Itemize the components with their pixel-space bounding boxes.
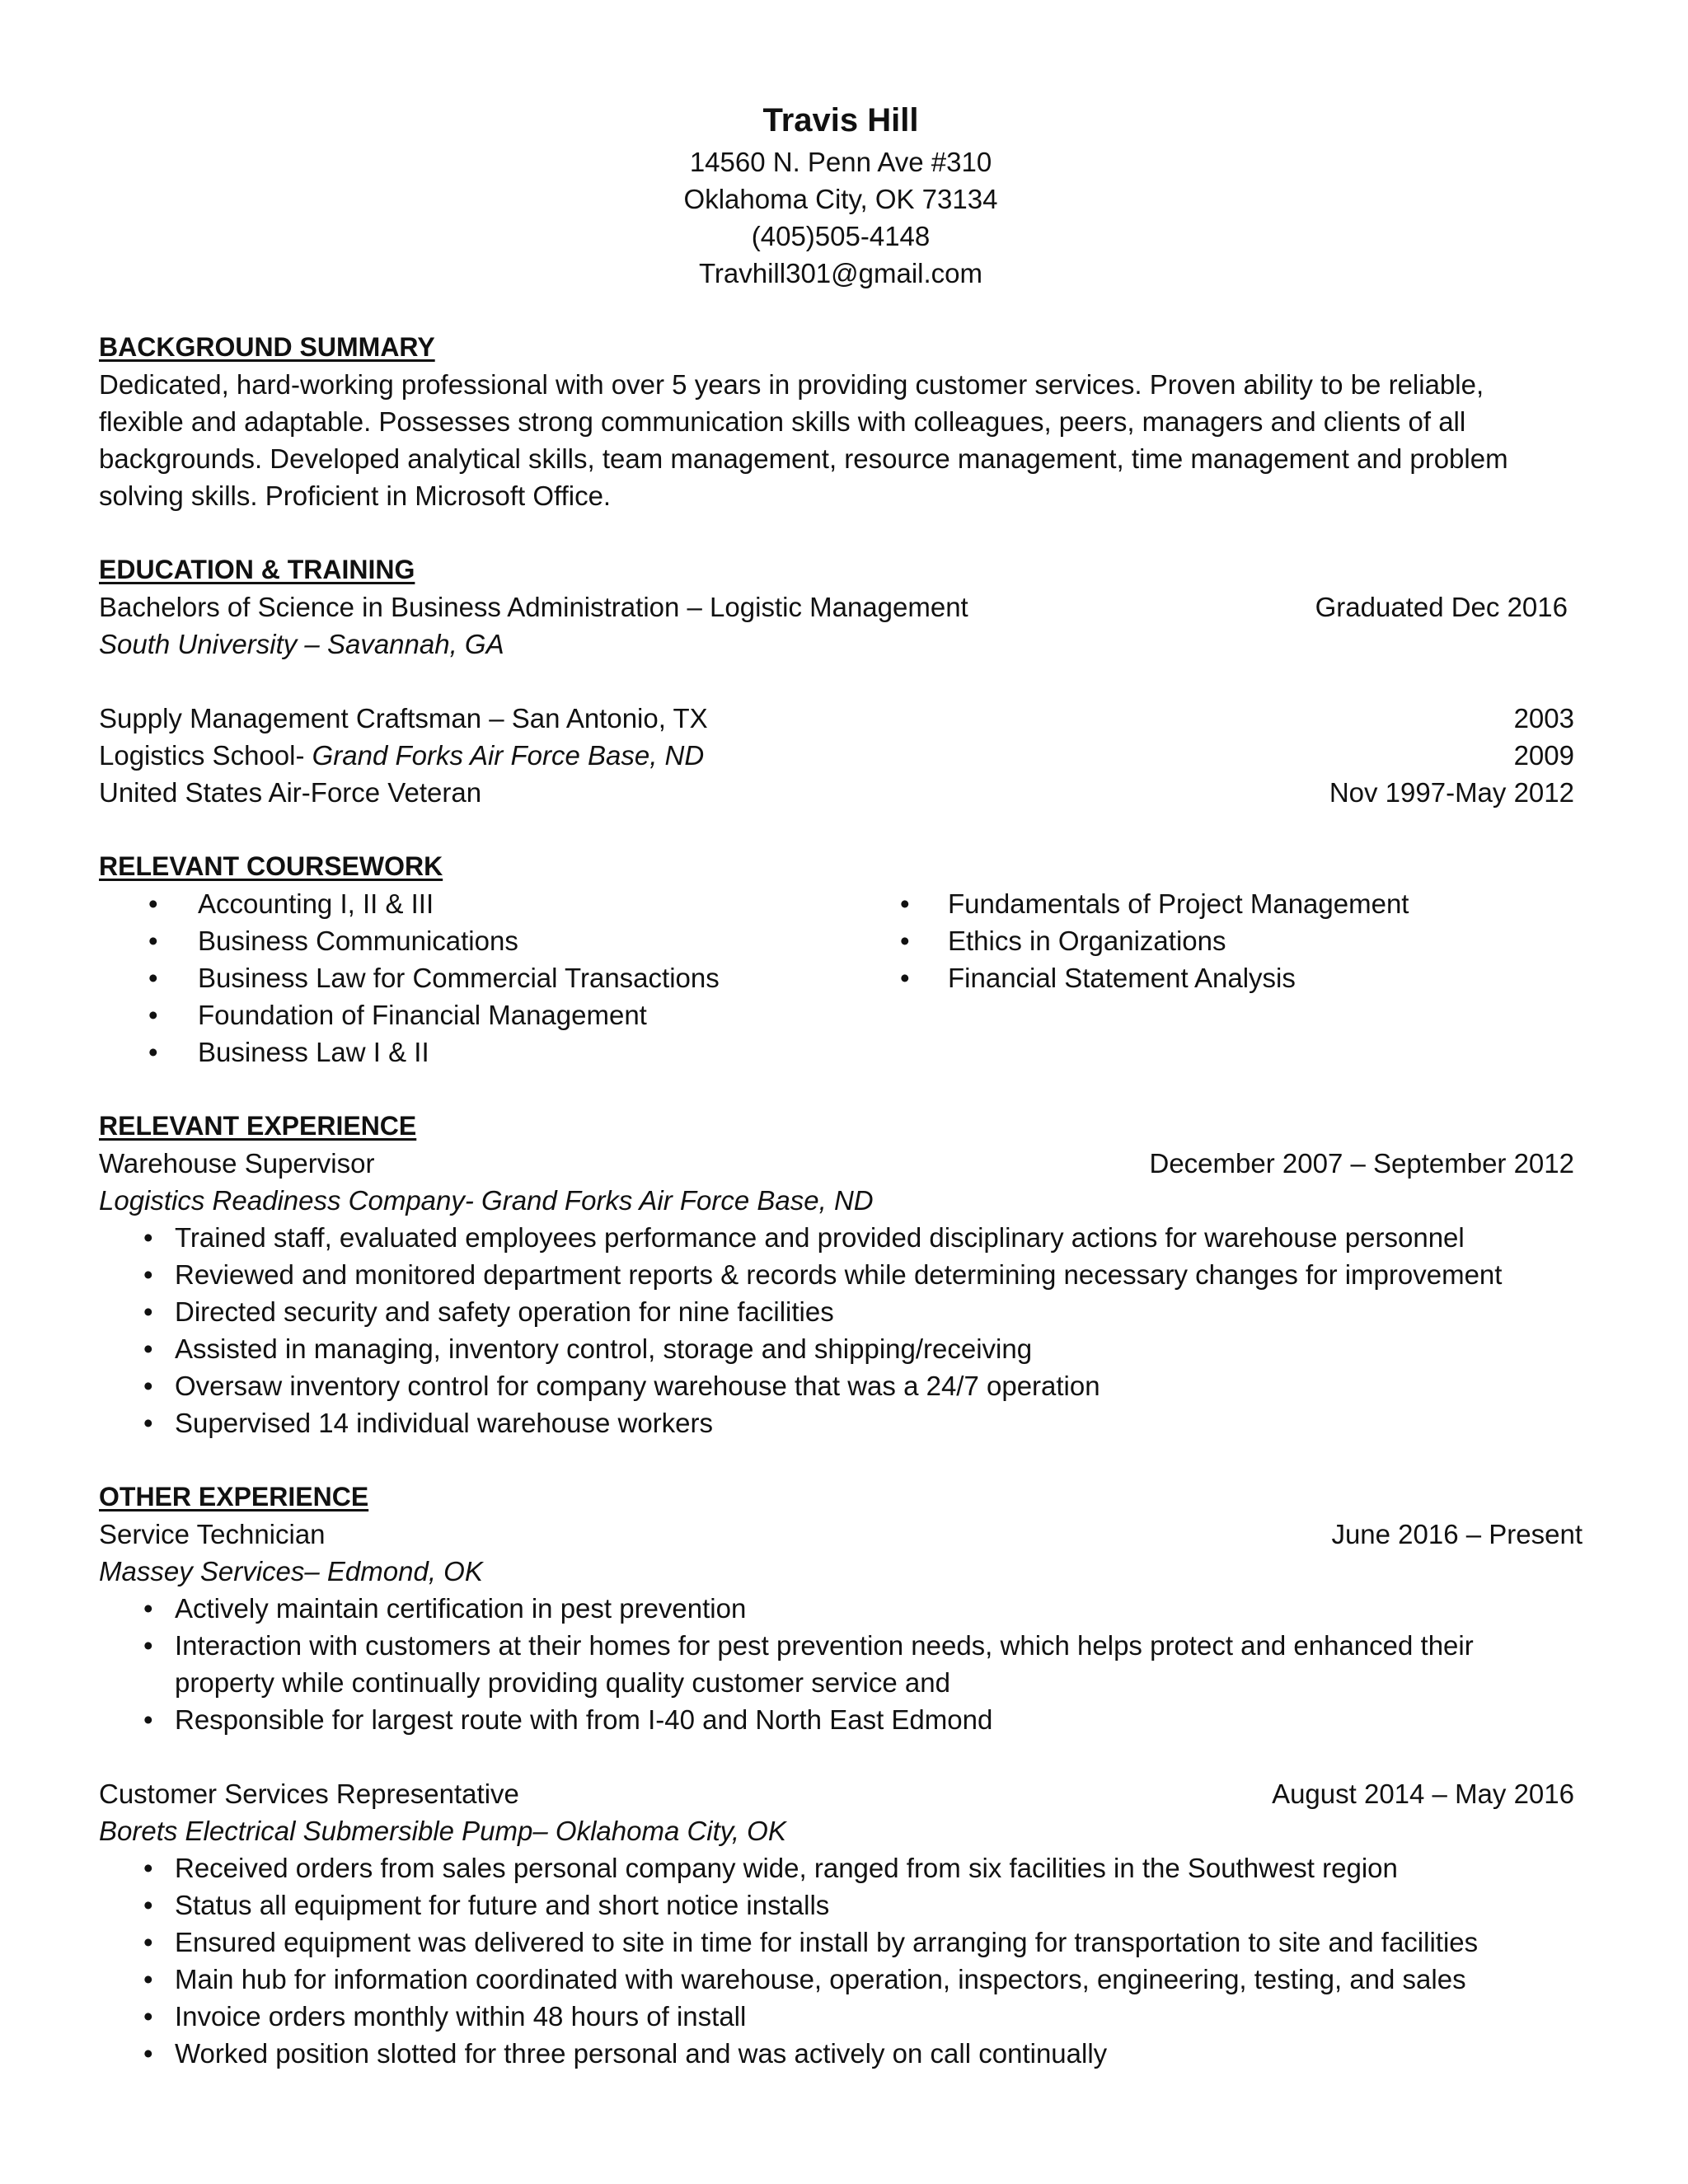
spacer xyxy=(99,1738,1582,1775)
section-title-coursework: RELEVANT COURSEWORK xyxy=(99,851,443,881)
job-header-row xyxy=(99,1775,1574,1812)
summary-line: flexible and adaptable. Possesses strong communication skills with colleagues, peers, managers and clients of all xyxy=(99,406,1466,437)
job-bullet: • Main hub for information coordinated with warehouse, operation, inspectors, engineering, testing, and sales xyxy=(99,1961,1582,1998)
training-label-italic: Grand Forks Air Force Base, ND xyxy=(312,740,705,771)
job-title: Customer Services Representative xyxy=(99,1779,519,1809)
course-item: • Business Law I & II xyxy=(99,1033,890,1071)
job-bullet: • Interaction with customers at their homes for pest prevention needs, which helps protect and enhanced their property while continually providing quality customer service and xyxy=(99,1627,1566,1701)
coursework-section xyxy=(99,848,1582,1071)
training-row xyxy=(99,700,1574,737)
course-item: • Ethics in Organizations xyxy=(890,922,1582,959)
degree-date: Graduated Dec 2016 xyxy=(1315,592,1568,622)
other-experience-section xyxy=(99,1479,1582,2072)
course-item: • Financial Statement Analysis xyxy=(890,959,1582,996)
course-item: • Foundation of Financial Management xyxy=(99,996,890,1033)
section-title-background-summary: BACKGROUND SUMMARY xyxy=(99,332,435,362)
job-bullet: • Directed security and safety operation for nine facilities xyxy=(99,1293,1582,1330)
job-bullet: • Oversaw inventory control for company warehouse that was a 24/7 operation xyxy=(99,1367,1582,1404)
training-row xyxy=(99,774,1574,811)
job-bullets xyxy=(99,1219,1582,1441)
course-item: • Business Communications xyxy=(99,922,890,959)
training-label xyxy=(99,700,708,737)
job-bullet: • Invoice orders monthly within 48 hours of install xyxy=(99,1998,1582,2035)
job-title: Warehouse Supervisor xyxy=(99,1148,375,1179)
course-item: • Accounting I, II & III xyxy=(99,885,890,922)
company-name: Massey Services– Edmond, OK xyxy=(99,1556,483,1586)
course-item: • Business Law for Commercial Transactions xyxy=(99,959,890,996)
training-row xyxy=(99,737,1574,774)
training-label xyxy=(99,774,481,811)
section-title-education: EDUCATION & TRAINING xyxy=(99,555,415,584)
school-name: South University – Savannah, GA xyxy=(99,629,504,659)
job-bullet: • Assisted in managing, inventory control, storage and shipping/receiving xyxy=(99,1330,1582,1367)
coursework-columns xyxy=(99,885,1582,1071)
background-summary-section xyxy=(99,329,1582,514)
summary-line: backgrounds. Developed analytical skills, team management, resource management, time management and problem xyxy=(99,443,1508,474)
job-entry xyxy=(99,1516,1582,1738)
job-bullets xyxy=(99,1849,1582,2072)
company-name: Borets Electrical Submersible Pump– Oklahoma City, OK xyxy=(99,1816,786,1846)
job-bullet: • Status all equipment for future and short notice installs xyxy=(99,1886,1582,1924)
education-section xyxy=(99,551,1582,811)
address-line-1: 14560 N. Penn Ave #310 xyxy=(689,147,992,177)
candidate-name: Travis Hill xyxy=(762,102,919,138)
course-item: • Fundamentals of Project Management xyxy=(890,885,1582,922)
job-dates: December 2007 – September 2012 xyxy=(1149,1148,1574,1179)
training-date: 2003 xyxy=(1513,703,1574,733)
job-bullet: • Responsible for largest route with from I-40 and North East Edmond xyxy=(99,1701,1566,1738)
training-date: Nov 1997-May 2012 xyxy=(1329,777,1574,808)
summary-line: Dedicated, hard-working professional with over 5 years in providing customer services. Proven ability to be reliable, xyxy=(99,369,1484,400)
job-bullet: • Reviewed and monitored department reports & records while determining necessary changes for improvement xyxy=(99,1256,1582,1293)
job-dates: June 2016 – Present xyxy=(1331,1519,1582,1549)
job-header-row xyxy=(99,1516,1582,1553)
degree-name: Bachelors of Science in Business Administration – Logistic Management xyxy=(99,592,968,622)
job-bullet: • Worked position slotted for three personal and was actively on call continually xyxy=(99,2035,1582,2072)
relevant-experience-section xyxy=(99,1108,1582,1441)
address-line-2: Oklahoma City, OK 73134 xyxy=(683,184,998,214)
job-bullet: • Actively maintain certification in pest prevention xyxy=(99,1590,1566,1627)
resume-header xyxy=(99,97,1582,292)
resume-page xyxy=(99,97,1582,2072)
job-bullets xyxy=(99,1590,1566,1738)
job-bullet: • Trained staff, evaluated employees performance and provided disciplinary actions for warehouse personnel xyxy=(99,1219,1582,1256)
training-date: 2009 xyxy=(1513,740,1574,771)
training-label-text: United States Air-Force Veteran xyxy=(99,777,482,808)
job-bullet: • Received orders from sales personal company wide, ranged from six facilities in the Southwest region xyxy=(99,1849,1582,1886)
job-entry xyxy=(99,1775,1582,2072)
section-title-other-experience: OTHER EXPERIENCE xyxy=(99,1482,369,1511)
coursework-right-column xyxy=(890,885,1582,1071)
section-title-relevant-experience: RELEVANT EXPERIENCE xyxy=(99,1111,417,1141)
degree-row xyxy=(99,588,1574,626)
training-label xyxy=(99,737,704,774)
email-address: Travhill301@gmail.com xyxy=(698,258,983,288)
phone-number: (405)505-4148 xyxy=(751,221,931,251)
summary-line: solving skills. Proficient in Microsoft Office. xyxy=(99,480,612,511)
coursework-left-column xyxy=(99,885,890,1071)
spacer xyxy=(99,663,1582,700)
job-title: Service Technician xyxy=(99,1519,326,1549)
job-header-row xyxy=(99,1145,1574,1182)
company-name: Logistics Readiness Company- Grand Forks Air Force Base, ND xyxy=(99,1185,874,1216)
training-label-text: Supply Management Craftsman – San Antonio, TX xyxy=(99,703,708,733)
job-dates: August 2014 – May 2016 xyxy=(1272,1779,1574,1809)
training-label-text: Logistics School- xyxy=(99,740,312,771)
job-bullet: • Ensured equipment was delivered to site in time for install by arranging for transportation to site and facilities xyxy=(99,1924,1582,1961)
job-bullet: • Supervised 14 individual warehouse workers xyxy=(99,1404,1582,1441)
